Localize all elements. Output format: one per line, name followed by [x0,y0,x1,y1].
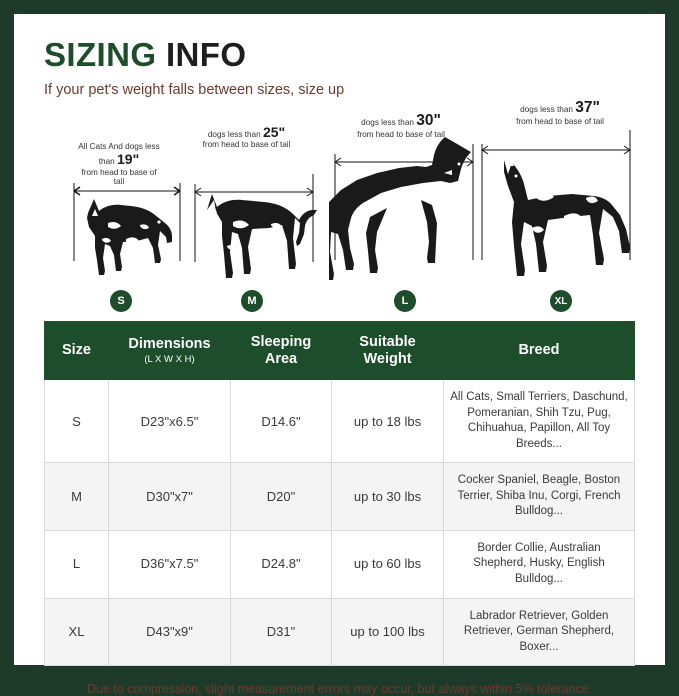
cell-dimensions: D43"x9" [109,598,231,666]
dog-silhouette-xlarge-icon [476,120,636,285]
cell-size: L [45,530,109,598]
cell-size: XL [45,598,109,666]
header-dimensions [109,322,231,380]
dog-silhouette-medium-icon [189,150,319,285]
cell-sleeping-area: D14.6" [231,380,332,463]
cell-weight: up to 100 lbs [332,598,444,666]
cell-sleeping-area: D20" [231,463,332,531]
dog-illustrations [44,99,635,319]
poster-frame [14,14,665,696]
table-row [45,463,635,531]
header-sleeping-area: Sleeping Area [231,322,332,380]
table-row [45,380,635,463]
cell-dimensions: D36"x7.5" [109,530,231,598]
badge-size-m: M [241,290,263,312]
cell-breed: Cocker Spaniel, Beagle, Boston Terrier, Shiba Inu, Corgi, French Bulldog... [444,463,635,531]
cell-sleeping-area: D24.8" [231,530,332,598]
cell-weight: up to 30 lbs [332,463,444,531]
callout-small: All Cats And dogs less than 19" from head to base of tail [78,142,160,186]
badge-size-l: L [394,290,416,312]
badge-size-xl: XL [550,290,572,312]
dog-silhouette-large-icon [329,130,479,285]
cell-sleeping-area: D31" [231,598,332,666]
callout-xlarge: dogs less than 37" from head to base of tail [516,99,604,126]
callout-medium: dogs less than 25" from head to base of tail [202,124,291,150]
cell-dimensions: D23"x6.5" [109,380,231,463]
header-suitable-weight: Suitable Weight [332,322,444,380]
callout-large: dogs less than 30" from head to base of tail [357,112,445,139]
badge-size-s: S [110,290,132,312]
header-size: Size [45,322,109,380]
table-header-row [45,322,635,380]
cell-breed: Labrador Retriever, Golden Retriever, German Shepherd, Boxer... [444,598,635,666]
table-row [45,530,635,598]
page-title [44,36,635,74]
title-info: INFO [165,36,247,73]
dog-silhouette-small-icon [66,165,188,285]
sizing-table [44,321,635,666]
header-dimensions-label: Dimensions [128,335,211,352]
cell-size: M [45,463,109,531]
footnote: Due to compression, slight measurement errors may occur, but always within 5% tolerance. [86,682,593,696]
header-breed: Breed [444,322,635,380]
header-dimensions-sub: (L X W X H) [144,353,195,365]
page-subtitle: If your pet's weight falls between sizes, size up [44,82,345,98]
cell-weight: up to 18 lbs [332,380,444,463]
cell-weight: up to 60 lbs [332,530,444,598]
cell-breed: All Cats, Small Terriers, Daschund, Pomeranian, Shih Tzu, Pug, Chihuahua, Papillon, All Toy Breeds... [444,380,635,463]
table-row [45,598,635,666]
title-sizing: SIZING [44,36,157,73]
cell-size: S [45,380,109,463]
cell-dimensions: D30"x7" [109,463,231,531]
cell-breed: Border Collie, Australian Shepherd, Husky, English Bulldog... [444,530,635,598]
